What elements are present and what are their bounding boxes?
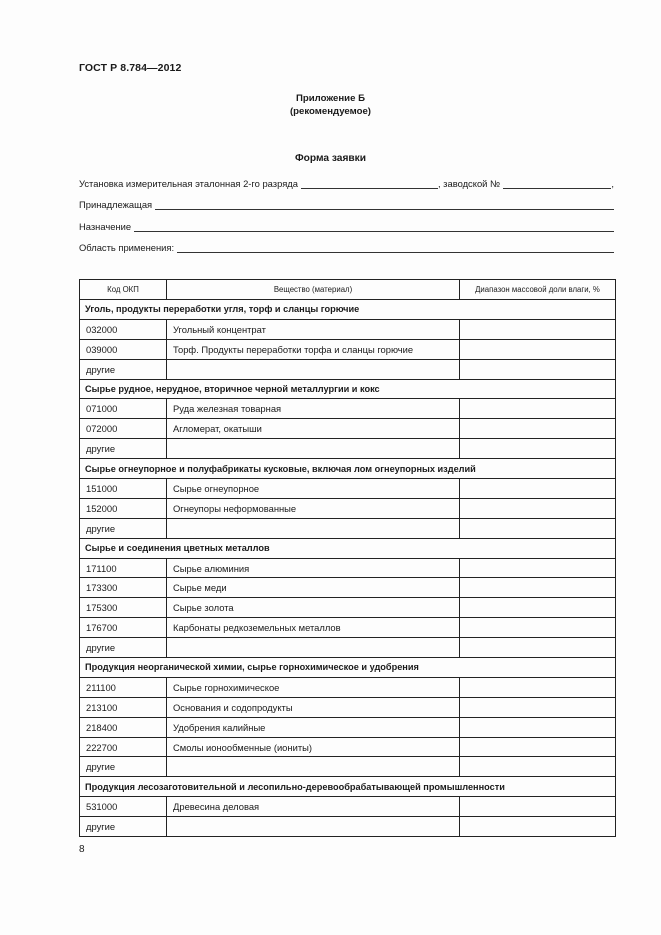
okp-code-cell: 218400 xyxy=(80,717,167,737)
substance-cell: Угольный концентрат xyxy=(167,319,460,339)
substance-cell: Торф. Продукты переработки торфа и сланцы горючие xyxy=(167,339,460,359)
okp-code-cell: 175300 xyxy=(80,598,167,618)
table-row xyxy=(80,319,616,339)
moisture-range-cell[interactable] xyxy=(460,618,616,638)
table-row xyxy=(80,479,616,499)
appendix-subtitle: (рекомендуемое) xyxy=(289,106,371,117)
purpose-label: Назначение xyxy=(79,221,132,232)
form-line-installation xyxy=(79,175,614,189)
scope-blank[interactable] xyxy=(177,242,614,253)
table-row xyxy=(80,578,616,598)
line-end-comma: , xyxy=(611,178,614,189)
moisture-range-cell[interactable] xyxy=(460,638,616,658)
substance-cell xyxy=(167,638,460,658)
header-moisture-range: Диапазон массовой доли влаги, % xyxy=(460,280,616,300)
moisture-range-cell[interactable] xyxy=(460,737,616,757)
serial-blank[interactable] xyxy=(503,178,611,189)
table-group-row xyxy=(80,658,616,678)
moisture-range-cell[interactable] xyxy=(460,797,616,817)
substance-cell: Огнеупоры неформованные xyxy=(167,498,460,518)
table-row xyxy=(80,518,616,538)
moisture-range-cell[interactable] xyxy=(460,419,616,439)
group-title: Продукция лесозаготовительной и лесопильно-деревообрабатывающей промышленности xyxy=(80,777,616,797)
okp-code-cell: 072000 xyxy=(80,419,167,439)
okp-code-cell: другие xyxy=(80,439,167,459)
okp-code-cell: другие xyxy=(80,518,167,538)
table-row xyxy=(80,618,616,638)
okp-code-cell: другие xyxy=(80,359,167,379)
table-row xyxy=(80,737,616,757)
substance-cell: Руда железная товарная xyxy=(167,399,460,419)
table-row xyxy=(80,638,616,658)
installation-label: Установка измерительная эталонная 2-го разряда xyxy=(79,178,298,189)
okp-code-cell: 211100 xyxy=(80,677,167,697)
form-line-scope xyxy=(79,239,614,253)
header-substance: Вещество (материал) xyxy=(167,280,460,300)
okp-code-cell: 173300 xyxy=(80,578,167,598)
table-group-row xyxy=(80,300,616,320)
group-title: Сырье огнеупорное и полуфабрикаты кусковые, включая лом огнеупорных изделий xyxy=(80,459,616,479)
table-row xyxy=(80,717,616,737)
substance-table xyxy=(79,279,616,837)
table-row xyxy=(80,697,616,717)
okp-code-cell: 531000 xyxy=(80,797,167,817)
purpose-blank[interactable] xyxy=(134,221,614,232)
okp-code-cell: другие xyxy=(80,638,167,658)
okp-code-cell: 213100 xyxy=(80,697,167,717)
installation-blank[interactable] xyxy=(301,178,438,189)
owner-blank[interactable] xyxy=(155,199,614,210)
table-group-row xyxy=(80,777,616,797)
moisture-range-cell[interactable] xyxy=(460,319,616,339)
table-row xyxy=(80,439,616,459)
group-title: Сырье рудное, нерудное, вторичное черной металлургии и кокс xyxy=(80,379,616,399)
okp-code-cell: 071000 xyxy=(80,399,167,419)
substance-cell: Агломерат, окатыши xyxy=(167,419,460,439)
table-row xyxy=(80,339,616,359)
moisture-range-cell[interactable] xyxy=(460,479,616,499)
page-number: 8 xyxy=(79,844,85,855)
table-row xyxy=(80,757,616,777)
table-row xyxy=(80,797,616,817)
form-title: Форма заявки xyxy=(294,153,367,164)
moisture-range-cell[interactable] xyxy=(460,717,616,737)
substance-cell: Сырье горнохимическое xyxy=(167,677,460,697)
moisture-range-cell[interactable] xyxy=(460,578,616,598)
table-group-row xyxy=(80,379,616,399)
substance-cell xyxy=(167,518,460,538)
table-row xyxy=(80,359,616,379)
moisture-range-cell[interactable] xyxy=(460,817,616,837)
okp-code-cell: 152000 xyxy=(80,498,167,518)
group-title: Сырье и соединения цветных металлов xyxy=(80,538,616,558)
table-row xyxy=(80,598,616,618)
moisture-range-cell[interactable] xyxy=(460,757,616,777)
substance-cell: Карбонаты редкоземельных металлов xyxy=(167,618,460,638)
moisture-range-cell[interactable] xyxy=(460,677,616,697)
substance-cell: Удобрения калийные xyxy=(167,717,460,737)
appendix-heading xyxy=(0,92,661,118)
substance-cell: Сырье меди xyxy=(167,578,460,598)
table-group-row xyxy=(80,538,616,558)
header-okp-code: Код ОКП xyxy=(80,280,167,300)
substance-cell: Основания и содопродукты xyxy=(167,697,460,717)
moisture-range-cell[interactable] xyxy=(460,558,616,578)
document-id: ГОСТ Р 8.784—2012 xyxy=(79,62,182,74)
table-body xyxy=(80,300,616,837)
moisture-range-cell[interactable] xyxy=(460,439,616,459)
moisture-range-cell[interactable] xyxy=(460,598,616,618)
owner-label: Принадлежащая xyxy=(79,199,153,210)
table-row xyxy=(80,677,616,697)
okp-code-cell: 171100 xyxy=(80,558,167,578)
okp-code-cell: 039000 xyxy=(80,339,167,359)
substance-cell: Сырье алюминия xyxy=(167,558,460,578)
form-line-purpose xyxy=(79,218,614,232)
table-row xyxy=(80,399,616,419)
okp-code-cell: 032000 xyxy=(80,319,167,339)
substance-cell xyxy=(167,757,460,777)
table-row xyxy=(80,419,616,439)
scope-label: Область применения: xyxy=(79,242,175,253)
table-group-row xyxy=(80,459,616,479)
serial-label: , заводской № xyxy=(437,178,501,189)
table-row xyxy=(80,817,616,837)
okp-code-cell: 176700 xyxy=(80,618,167,638)
moisture-range-cell[interactable] xyxy=(460,518,616,538)
table-header-row xyxy=(80,280,616,300)
moisture-range-cell[interactable] xyxy=(460,498,616,518)
substance-cell xyxy=(167,817,460,837)
okp-code-cell: 222700 xyxy=(80,737,167,757)
form-line-owner xyxy=(79,196,614,210)
group-title: Уголь, продукты переработки угля, торф и сланцы горючие xyxy=(80,300,616,320)
substance-cell xyxy=(167,439,460,459)
group-title: Продукция неорганической химии, сырье горнохимическое и удобрения xyxy=(80,658,616,678)
substance-cell: Древесина деловая xyxy=(167,797,460,817)
moisture-range-cell[interactable] xyxy=(460,697,616,717)
table-row xyxy=(80,498,616,518)
okp-code-cell: 151000 xyxy=(80,479,167,499)
table-row xyxy=(80,558,616,578)
okp-code-cell: другие xyxy=(80,757,167,777)
moisture-range-cell[interactable] xyxy=(460,399,616,419)
substance-cell xyxy=(167,359,460,379)
appendix-title: Приложение Б xyxy=(296,93,365,104)
moisture-range-cell[interactable] xyxy=(460,339,616,359)
substance-cell: Смолы ионообменные (иониты) xyxy=(167,737,460,757)
moisture-range-cell[interactable] xyxy=(460,359,616,379)
okp-code-cell: другие xyxy=(80,817,167,837)
substance-cell: Сырье огнеупорное xyxy=(167,479,460,499)
substance-cell: Сырье золота xyxy=(167,598,460,618)
